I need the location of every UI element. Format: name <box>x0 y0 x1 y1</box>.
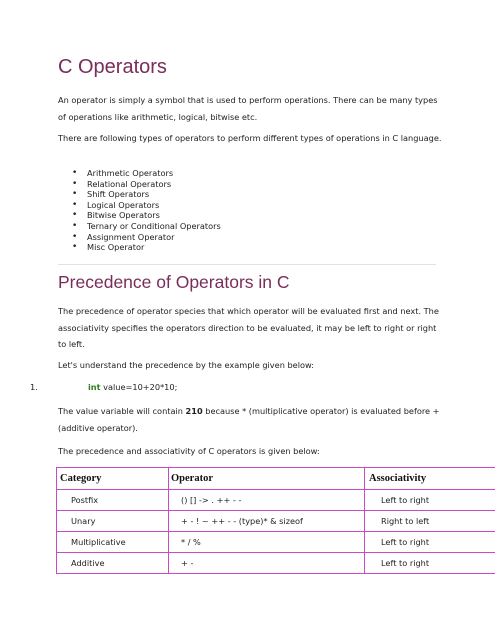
cell-associativity: Right to left <box>365 511 495 532</box>
explanation-result: 210 <box>185 406 203 416</box>
example-intro-paragraph: Let's understand the precedence by the example given below: <box>58 360 315 370</box>
cell-operator: * / % <box>169 532 365 553</box>
list-item: • Ternary or Conditional Operators <box>58 221 221 232</box>
code-keyword: int <box>88 382 101 392</box>
table-row <box>57 511 495 532</box>
cell-operator: + - ! ~ ++ - - (type)* & sizeof <box>169 511 365 532</box>
explanation-text: because * (multiplicative operator) is evaluated before + (additive operator). <box>58 406 440 433</box>
cell-category: Postfix <box>57 490 169 511</box>
operator-types-list <box>58 168 221 253</box>
list-item: • Assignment Operator <box>58 232 221 243</box>
explanation-paragraph <box>58 403 443 436</box>
cell-category: Unary <box>57 511 169 532</box>
list-item: • Relational Operators <box>58 179 221 190</box>
cell-associativity: Left to right <box>365 490 495 511</box>
code-line-number: 1. <box>30 382 38 392</box>
list-item: • Logical Operators <box>58 200 221 211</box>
list-item: • Shift Operators <box>58 189 221 200</box>
cell-associativity: Left to right <box>365 553 495 574</box>
types-intro-paragraph: There are following types of operators to perform different types of operations in C language. <box>58 133 442 143</box>
table-header-row <box>57 468 495 490</box>
table-row <box>57 490 495 511</box>
section-divider <box>58 264 436 265</box>
cell-operator: + - <box>169 553 365 574</box>
section-title-precedence: Precedence of Operators in C <box>58 272 290 292</box>
header-category: Category <box>57 468 169 490</box>
header-associativity: Associativity <box>365 468 495 490</box>
precedence-paragraph: The precedence of operator species that which operator will be evaluated first and next. The associativity specifies the operators direction to be evaluated, it may be left to right or right to left. <box>58 306 439 349</box>
header-operator: Operator <box>169 468 365 490</box>
cell-associativity: Left to right <box>365 532 495 553</box>
page-title: C Operators <box>58 56 167 78</box>
table-row <box>57 532 495 553</box>
code-example <box>30 381 177 393</box>
table-intro-paragraph: The precedence and associativity of C operators is given below: <box>58 446 320 456</box>
precedence-table <box>56 467 495 574</box>
list-item: • Misc Operator <box>58 242 221 253</box>
cell-operator: () [] -> . ++ - - <box>169 490 365 511</box>
table-row <box>57 553 495 574</box>
cell-category: Multiplicative <box>57 532 169 553</box>
code-statement: value=10+20*10; <box>100 382 178 392</box>
list-item: • Arithmetic Operators <box>58 168 221 179</box>
explanation-text: The value variable will contain <box>58 406 186 416</box>
intro-paragraph: An operator is simply a symbol that is used to perform operations. There can be many types of operations like arithmetic, logical, bitwise etc. <box>58 95 438 122</box>
list-item: • Bitwise Operators <box>58 210 221 221</box>
cell-category: Additive <box>57 553 169 574</box>
